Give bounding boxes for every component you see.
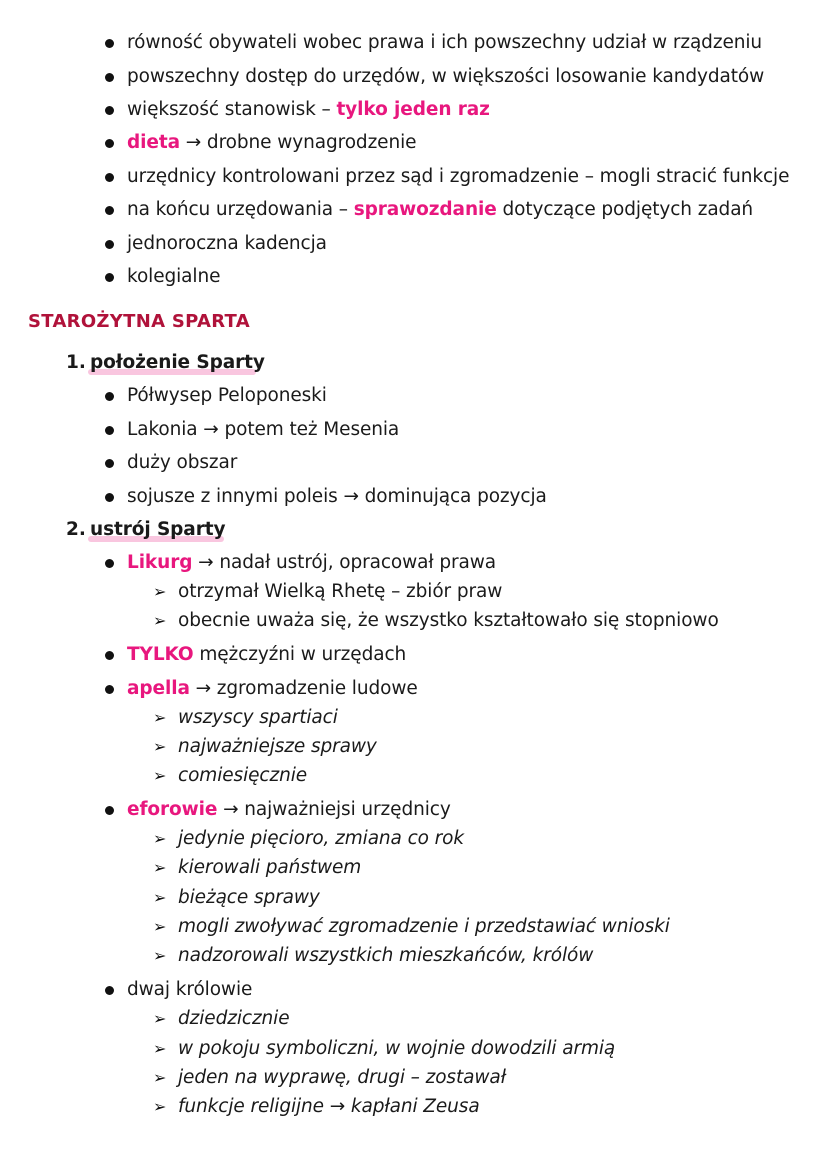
bullet-dot-icon	[105, 392, 114, 401]
sub-item: funkcje religijne → kapłani Zeusa	[178, 1096, 480, 1117]
bullet-dot-icon	[105, 240, 114, 249]
bullet-dot-icon	[105, 273, 114, 282]
arrowhead-icon: ➢	[153, 708, 167, 727]
list-item: jednoroczna kadencja	[127, 233, 327, 254]
list-item: eforowie → najważniejsi urzędnicy	[127, 799, 451, 820]
bullet-dot-icon	[105, 173, 114, 182]
bullet-dot-icon	[105, 459, 114, 468]
sub-item: w pokoju symboliczni, w wojnie dowodzili armią	[178, 1038, 616, 1059]
bullet-dot-icon	[105, 139, 114, 148]
sub-item: najważniejsze sprawy	[178, 736, 377, 757]
section-number: 1.	[66, 352, 86, 373]
list-item: kolegialne	[127, 266, 221, 287]
arrowhead-icon: ➢	[153, 858, 167, 877]
sub-item: otrzymał Wielką Rhetę – zbiór praw	[178, 581, 503, 602]
arrowhead-icon: ➢	[153, 946, 167, 965]
bullet-dot-icon	[105, 106, 114, 115]
section-title: ustrój Sparty	[90, 519, 226, 540]
arrowhead-icon: ➢	[153, 582, 167, 601]
arrowhead-icon: ➢	[153, 1009, 167, 1028]
list-item: Półwysep Peloponeski	[127, 385, 327, 406]
sub-item: dziedzicznie	[178, 1008, 290, 1029]
arrowhead-icon: ➢	[153, 829, 167, 848]
list-item: na końcu urzędowania – sprawozdanie dotyczące podjętych zadań	[127, 199, 754, 220]
bullet-dot-icon	[105, 986, 114, 995]
bullet-dot-icon	[105, 206, 114, 215]
arrowhead-icon: ➢	[153, 888, 167, 907]
bullet-dot-icon	[105, 426, 114, 435]
section-title: położenie Sparty	[90, 352, 265, 373]
list-item: urzędnicy kontrolowani przez sąd i zgromadzenie – mogli stracić funkcje	[127, 166, 790, 187]
arrowhead-icon: ➢	[153, 737, 167, 756]
arrowhead-icon: ➢	[153, 1097, 167, 1116]
sub-item: nadzorowali wszystkich mieszkańców, królów	[178, 945, 594, 966]
list-item: Lakonia → potem też Mesenia	[127, 419, 400, 440]
bullet-dot-icon	[105, 685, 114, 694]
list-item: apella → zgromadzenie ludowe	[127, 678, 418, 699]
sub-item: wszyscy spartiaci	[178, 707, 338, 728]
sub-item: obecnie uważa się, że wszystko kształtowało się stopniowo	[178, 610, 719, 631]
sub-item: jedynie pięcioro, zmiana co rok	[178, 828, 464, 849]
arrowhead-icon: ➢	[153, 1068, 167, 1087]
list-item: równość obywateli wobec prawa i ich powszechny udział w rządzeniu	[127, 32, 763, 53]
arrowhead-icon: ➢	[153, 1039, 167, 1058]
arrowhead-icon: ➢	[153, 611, 167, 630]
sub-item: jeden na wyprawę, drugi – zostawał	[178, 1067, 506, 1088]
list-item: Likurg → nadał ustrój, opracował prawa	[127, 552, 497, 573]
bullet-dot-icon	[105, 73, 114, 82]
list-item: dieta → drobne wynagrodzenie	[127, 132, 417, 153]
bullet-dot-icon	[105, 651, 114, 660]
bullet-dot-icon	[105, 39, 114, 48]
bullet-dot-icon	[105, 806, 114, 815]
list-item: większość stanowisk – tylko jeden raz	[127, 99, 490, 120]
section-number: 2.	[66, 519, 86, 540]
list-item: TYLKO mężczyźni w urzędach	[127, 644, 407, 665]
list-item: sojusze z innymi poleis → dominująca pozycja	[127, 486, 547, 507]
sub-item: bieżące sprawy	[178, 887, 320, 908]
sub-item: kierowali państwem	[178, 857, 362, 878]
section-heading: STAROŻYTNA SPARTA	[28, 311, 250, 332]
list-item: dwaj królowie	[127, 979, 253, 1000]
arrowhead-icon: ➢	[153, 917, 167, 936]
list-item: duży obszar	[127, 452, 238, 473]
sub-item: mogli zwoływać zgromadzenie i przedstawiać wnioski	[178, 916, 670, 937]
bullet-dot-icon	[105, 559, 114, 568]
bullet-dot-icon	[105, 493, 114, 502]
sub-item: comiesięcznie	[178, 765, 308, 786]
arrowhead-icon: ➢	[153, 766, 167, 785]
list-item: powszechny dostęp do urzędów, w większości losowanie kandydatów	[127, 66, 765, 87]
